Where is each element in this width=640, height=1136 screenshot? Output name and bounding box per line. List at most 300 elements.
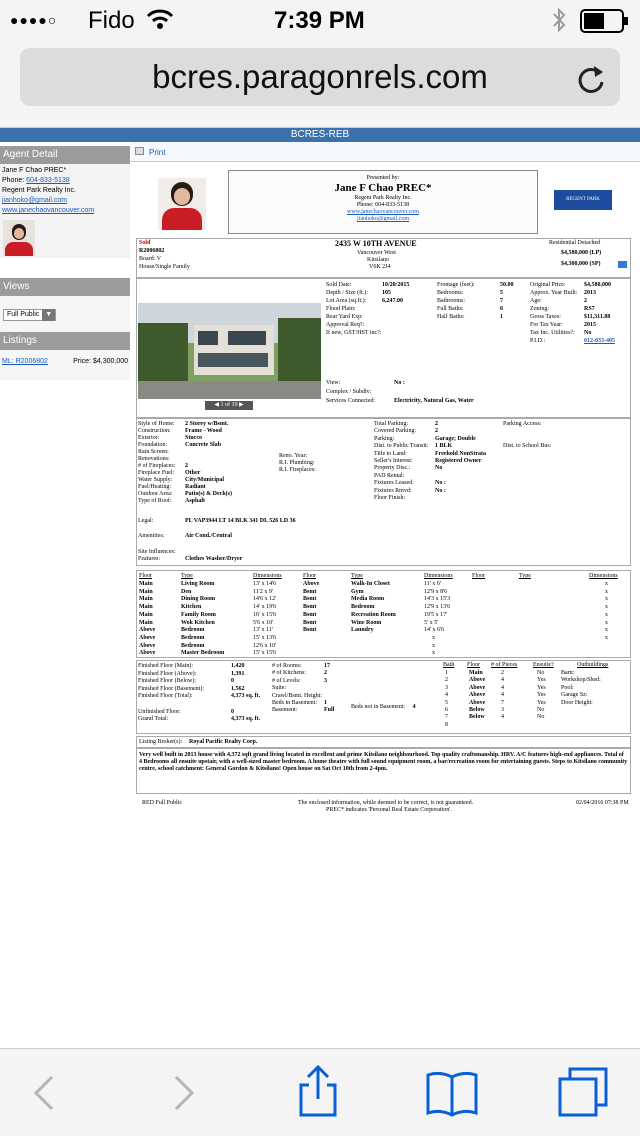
bath-cell: No <box>537 714 545 721</box>
area-value: 1,391 <box>231 670 245 677</box>
detail-value: No <box>584 330 592 336</box>
room-header: Floor <box>472 573 486 579</box>
room-count-value: Full <box>324 707 335 714</box>
room-cell: Bsmt <box>303 611 317 618</box>
room-cell: Bsmt <box>303 588 317 595</box>
bath-cell: 2 <box>445 677 448 684</box>
detail-label: Flood Plain: <box>326 306 356 312</box>
logo-text: REGENT PARK <box>566 197 600 202</box>
card-office: Regent Park Realty Inc. <box>354 195 412 201</box>
room-cell: Master Bedroom <box>181 650 225 657</box>
area-value: 4,373 sq. ft. <box>231 716 261 723</box>
outbuildings-title: Outbuildings <box>577 662 609 668</box>
photo-nav[interactable] <box>205 401 253 410</box>
bath-cell: Main <box>469 670 483 676</box>
feature-label: Renovations: <box>138 456 170 462</box>
card-phone: Phone: 604-833-5138 <box>356 202 410 208</box>
room-count-label: # of Levels: <box>272 677 301 684</box>
footer-left: RED Full Public <box>142 800 183 806</box>
bath-cell: Below <box>469 707 485 713</box>
area-value: 1,562 <box>231 685 245 692</box>
view-select[interactable] <box>3 309 56 321</box>
card-email[interactable]: jianhoko@gmail.com <box>356 216 410 222</box>
feature-value: 1 BLK <box>435 443 453 450</box>
feature-label: R.I. Plumbing: <box>279 460 315 466</box>
room-cell: 5'6 x 10' <box>253 619 274 626</box>
detail-label: Original Price: <box>530 282 566 288</box>
bath-cell: Above <box>469 684 486 691</box>
bluetooth-icon <box>551 7 567 38</box>
feature-value: Patio(s) & Deck(s) <box>185 491 232 497</box>
room-cell: Bsmt <box>303 627 317 634</box>
feature-value: Concrete Slab <box>185 442 222 448</box>
detail-label: Rear Yard Exp: <box>326 314 363 320</box>
listing-header <box>136 238 631 278</box>
area-label: Finished Floor (Main): <box>138 663 193 669</box>
detail-value: 105 <box>382 290 391 296</box>
carrier-name: Fido <box>88 7 135 34</box>
bath-cell: 5 <box>445 699 448 706</box>
area-label: Finished Floor (Total): <box>138 693 193 700</box>
print-bar <box>131 142 640 162</box>
battery-icon <box>580 9 630 38</box>
room-header: Floor <box>139 573 153 579</box>
brokerage-logo <box>554 190 612 210</box>
list-price: $4,580,000 (LP) <box>561 250 602 256</box>
agent-thumbnail <box>3 220 35 256</box>
bath-cell: 6 <box>445 707 448 713</box>
legal-label: Legal: <box>138 518 154 524</box>
room-cell: 11'2 x 9' <box>253 588 273 595</box>
feature-value: No : <box>435 480 446 487</box>
room-cell: 19'5 x 17' <box>424 611 448 618</box>
feature-label: Title to Land: <box>374 450 407 457</box>
house-photo <box>138 303 321 399</box>
room-cell: 12'9 x 13'6 <box>424 604 451 611</box>
agent-website-link[interactable]: www.janechaovancouver.com <box>2 207 95 214</box>
address: 2435 W 10TH AVENUE <box>335 239 417 248</box>
bath-cell: 2 <box>501 670 504 676</box>
room-cell: x <box>605 611 608 618</box>
room-cell: x <box>605 604 608 611</box>
room-header: Floor <box>303 573 317 579</box>
feature-value: City/Municipal <box>185 477 225 483</box>
room-count-label: Crawl/Bsmt. Height: <box>272 692 322 699</box>
room-cell: Main <box>139 619 153 626</box>
feature-label: Reno. Year: <box>279 453 308 459</box>
detail-label: Depth / Size (ft.): <box>326 290 368 296</box>
room-cell: Above <box>139 634 156 641</box>
room-header: Dimensions <box>589 573 618 579</box>
room-cell: Family Room <box>181 611 216 618</box>
feature-value: Frame - Wood <box>185 428 222 434</box>
room-count-label: Suite: <box>272 685 287 692</box>
bath-cell: 3 <box>501 707 504 713</box>
area-value: 4,373 sq. ft. <box>231 693 261 700</box>
bath-cell: Yes <box>537 677 546 684</box>
footer-middle-2: PREC* indicates 'Personal Real Estate Corporation'. <box>326 807 452 813</box>
view-row-value: Electricity, Natural Gas, Water <box>394 398 474 404</box>
sidebar <box>0 142 130 1048</box>
detail-value[interactable]: 012-033-405 <box>584 338 615 344</box>
view-row-label: View: <box>326 380 341 386</box>
room-cell: x <box>432 634 435 641</box>
detail-value: 6 <box>500 306 503 312</box>
feature-value: 2 <box>435 421 438 427</box>
outbuilding-item: Workshop/Shed: <box>561 677 601 684</box>
share-icon[interactable] <box>293 1063 343 1123</box>
detail-label: Bedrooms: <box>437 290 464 296</box>
area-label: Unfinished Floor: <box>138 708 181 715</box>
detail-value: $4,580,000 <box>584 282 611 288</box>
signal-dots-icon: ●●●●○ <box>10 12 58 28</box>
bath-cell: Above <box>469 677 486 684</box>
room-header: Type <box>519 573 531 579</box>
address-field[interactable]: bcres.paragonrels.com <box>20 48 620 106</box>
bath-cell: 4 <box>501 692 504 699</box>
room-count-value: 3 <box>324 677 327 684</box>
room-cell: Main <box>139 611 153 618</box>
broker-value: Royal Pacific Realty Corp. <box>189 739 258 745</box>
room-cell: 5' x 5' <box>424 619 439 626</box>
card-agent-name: Jane F Chao PREC* <box>334 182 432 194</box>
feature-label: Water Supply: <box>138 477 173 483</box>
area-value: 0 <box>231 708 234 715</box>
main-content <box>131 142 640 1048</box>
agent-phone <box>0 176 130 186</box>
feature-value: Freehold NonStrata <box>435 450 487 457</box>
room-cell: 13' x 14'6 <box>253 581 277 587</box>
bath-cell: No <box>537 670 545 676</box>
detail-label: Frontage (feet): <box>437 282 475 288</box>
class: Residential Detached <box>549 240 601 246</box>
reload-icon[interactable] <box>576 62 606 99</box>
feature-label: Fixtures Leased: <box>374 480 414 487</box>
room-cell: x <box>432 650 435 657</box>
room-cell: Bsmt <box>303 619 317 626</box>
room-cell: Den <box>181 588 192 595</box>
room-cell: Gym <box>351 588 364 595</box>
detail-label: Tax Inc. Utilities?: <box>530 330 575 336</box>
back-icon[interactable] <box>20 1071 70 1115</box>
room-cell: 12'6 x 10' <box>253 642 277 649</box>
room-cell: Recreation Room <box>351 611 396 618</box>
agent-phone-link[interactable]: 604-833-5138 <box>26 177 70 184</box>
feature-label: Parking: <box>374 435 395 442</box>
room-cell: 14' x 6'6 <box>424 627 445 634</box>
room-cell: Above <box>303 581 320 587</box>
amenities-value: Air Cond./Central <box>185 533 232 539</box>
listing-price: Price: $4,300,000 <box>73 358 128 365</box>
room-cell: x <box>605 581 608 587</box>
detail-label: If new, GST/HST inc?: <box>326 330 382 336</box>
remarks: Very well built in 2013 house with 4,372 sqft grand living located in excellent and prime Kitsilano neighbourhood. Top quality craftsmanship. HRV. A/C features high-end appliances. Total of 4 Bedrooms all ensuite upstair, with a well-sized master bedroom. A home theatre with full sound equipment room, a bar/recreation room for entertaining guests. Steps to Kitsilano community centre, school catchment: General Gordon & Kitsilano! Open house on Sat Oct 10th from 2-4pm. <box>136 748 631 794</box>
room-header: Type <box>351 573 363 579</box>
footer-right: 02/04/2016 07:38 PM <box>576 800 629 806</box>
feature-label: Outdoor Area: <box>138 491 173 497</box>
area: Kitsilano <box>367 257 389 263</box>
view-row-value: No : <box>394 380 405 386</box>
beds-not-basement-value: 4 <box>412 704 416 710</box>
room-count-label: # of Kitchens: <box>272 670 306 677</box>
feature-label: Construction: <box>138 428 171 434</box>
site-label: Site Influences: <box>138 549 176 555</box>
agent-email-link[interactable]: jianhoko@gmail.com <box>2 197 68 204</box>
school-bus: Dist. to School Bus: <box>503 443 552 449</box>
room-cell: Bsmt <box>303 596 317 603</box>
room-cell: Bedroom <box>351 604 375 611</box>
room-cell: x <box>605 588 608 595</box>
feature-label: R.I. Fireplaces: <box>279 467 316 473</box>
detail-label: Approx. Year Built: <box>530 290 578 296</box>
outbuilding-item: Garage Sz: <box>561 692 588 699</box>
feature-value: No <box>435 465 443 472</box>
feature-label: Floor Finish: <box>374 495 406 501</box>
room-cell: 16' x 15'6 <box>253 611 277 618</box>
features-label: Features: <box>138 556 160 562</box>
agent-name: Jane F Chao PREC* <box>2 167 67 174</box>
agent-detail-header: Agent Detail <box>0 146 130 164</box>
status-bar <box>0 0 640 40</box>
card-website[interactable]: www.janechaovancouver.com <box>347 209 419 215</box>
room-cell: x <box>432 642 435 649</box>
status-sold: Sold <box>139 240 151 246</box>
detail-value: 6,247.00 <box>382 298 403 304</box>
detail-label: Age: <box>530 298 542 304</box>
agent-photo <box>158 178 206 230</box>
detail-label: Lot Area (sq.ft.): <box>326 298 367 304</box>
features-section <box>136 418 631 566</box>
bath-cell: 3 <box>445 684 448 691</box>
bath-cell: Above <box>469 692 486 699</box>
views-header: Views <box>0 278 130 296</box>
views-panel <box>0 296 130 332</box>
room-cell: Above <box>139 650 156 657</box>
room-cell: 13' x 11' <box>253 627 273 634</box>
detail-value: 50.00 <box>500 282 514 288</box>
room-cell: Bedroom <box>181 634 205 641</box>
feature-value: No : <box>435 487 446 494</box>
area-section <box>136 660 631 734</box>
room-cell: Media Room <box>351 596 385 603</box>
room-cell: x <box>605 619 608 626</box>
detail-value: 2015 <box>584 322 596 328</box>
browser-url-bar <box>0 40 640 128</box>
chevron-down-icon: ▼ <box>42 309 55 321</box>
feature-label: Fixtures Rmvd: <box>374 487 412 494</box>
agent-office: Regent Park Realty Inc. <box>2 187 76 194</box>
area-label: Finished Floor (Basement): <box>138 685 204 692</box>
wifi-icon <box>146 8 174 35</box>
feature-label: Seller's Interest: <box>374 458 413 464</box>
room-count-label: # of Rooms: <box>272 663 302 669</box>
area-label: Finished Floor (Above): <box>138 670 197 677</box>
currency-icon <box>618 261 627 268</box>
room-cell: Dining Room <box>181 596 216 603</box>
parking-access: Parking Access: <box>503 421 542 427</box>
detail-value: 7 <box>500 298 503 304</box>
room-cell: Main <box>139 588 153 595</box>
tabs-icon[interactable] <box>556 1065 606 1119</box>
detail-label: Half Baths: <box>437 314 465 320</box>
room-cell: Bsmt <box>303 604 317 611</box>
bath-header: Floor <box>467 662 481 668</box>
room-count-value: 1 <box>324 700 327 706</box>
bath-cell: 7 <box>501 699 504 706</box>
listings-header: Listings <box>0 332 130 350</box>
area-label: Grand Total: <box>138 716 169 723</box>
detail-label: Sold Date: <box>326 282 352 288</box>
printer-icon[interactable] <box>135 147 144 155</box>
room-header: Dimensions <box>424 573 453 579</box>
detail-label: For Tax Year: <box>530 322 563 328</box>
detail-value: 5 <box>500 290 503 296</box>
detail-label: P.I.D.: <box>530 338 546 344</box>
broker-section <box>136 736 631 748</box>
outbuilding-item: Pool: <box>561 684 574 691</box>
legal-value: PL VAP3944 LT 14 BLK 341 DL 526 LD 36 <box>185 518 296 524</box>
feature-label: Type of Roof: <box>138 498 172 504</box>
room-count-value: 2 <box>324 670 327 677</box>
bath-cell: 8 <box>445 721 448 728</box>
listing-row[interactable] <box>0 350 130 380</box>
room-cell: Above <box>139 642 156 649</box>
details-section <box>136 278 631 418</box>
room-cell: Main <box>139 581 153 587</box>
ml-number: R2006802 <box>139 248 165 254</box>
detail-value: 10/20/2015 <box>382 282 410 288</box>
room-cell: 15' x 13'6 <box>253 634 277 641</box>
bath-cell: 7 <box>445 714 448 721</box>
bath-cell: 4 <box>501 677 504 684</box>
feature-value: Registered Owner <box>435 458 482 464</box>
area-label: Finished Floor (Below): <box>138 678 196 685</box>
feature-label: Covered Parking: <box>374 428 417 435</box>
postal: V6K 2J4 <box>369 264 391 270</box>
detail-value: 2013 <box>584 290 596 296</box>
phone-label: Phone: <box>2 177 25 184</box>
amenities-label: Amenities: <box>138 533 165 539</box>
feature-value: Asphalt <box>185 498 206 504</box>
feature-value: Garage; Double <box>435 435 476 442</box>
bath-cell: 4 <box>501 714 504 721</box>
outbuilding-item: Barn: <box>561 670 575 676</box>
room-cell: 14' x 19'6 <box>253 604 277 611</box>
photo-counter: 1 of 19 <box>220 402 238 408</box>
bookmarks-icon[interactable] <box>425 1069 475 1119</box>
feature-value: 2 <box>435 428 438 435</box>
browser-toolbar <box>0 1048 640 1136</box>
room-cell: Main <box>139 596 153 603</box>
room-cell: Above <box>139 627 156 634</box>
detail-label: Full Baths: <box>437 306 464 312</box>
city: Vancouver West <box>357 250 396 256</box>
feature-label: Foundation: <box>138 442 168 448</box>
detail-value: 2 <box>584 298 587 304</box>
room-cell: Wok Kitchen <box>181 619 215 626</box>
listing-ml-link[interactable]: ML: R2006802 <box>2 358 48 365</box>
view-select-value: Full Public <box>7 311 40 318</box>
features-value: Clothes Washer/Dryer <box>185 556 243 562</box>
print-link[interactable]: Print <box>149 148 166 157</box>
broker-label: Listing Broker(s): <box>139 739 183 745</box>
room-cell: Living Room <box>181 581 215 587</box>
room-count-label: Basement: <box>272 707 298 714</box>
room-header: Dimensions <box>253 573 282 579</box>
feature-label: Exterior: <box>138 435 160 441</box>
beds-not-basement <box>351 704 416 711</box>
feature-label: Fuel/Heating: <box>138 484 171 490</box>
bath-cell: Yes <box>537 699 546 706</box>
photo-prev-icon[interactable]: ◀ <box>214 402 219 408</box>
agent-card <box>228 170 538 234</box>
feature-label: Total Parking: <box>374 421 409 427</box>
bath-cell: Yes <box>537 684 546 691</box>
bath-cell: 4 <box>445 692 448 699</box>
beds-not-basement-label: Beds not in Basement: <box>351 704 406 710</box>
room-cell: 11' x 6' <box>424 581 441 587</box>
feature-label: Style of Home: <box>138 421 175 427</box>
feature-label: Property Disc.: <box>374 465 411 472</box>
feature-label: Fireplace Fuel: <box>138 470 175 476</box>
sold-price: $4,300,000 (SP) <box>561 261 601 267</box>
presented-by: Presented by: <box>366 175 400 181</box>
detail-label: Gross Taxes: <box>530 314 561 320</box>
view-row-label: Complex / Subdiv: <box>326 389 372 395</box>
photo-next-icon[interactable]: ▶ <box>239 402 244 408</box>
clock: 7:39 PM <box>274 7 365 34</box>
forward-icon[interactable] <box>158 1071 208 1115</box>
room-cell: Bedroom <box>181 627 205 634</box>
room-cell: x <box>605 596 608 603</box>
area-value: 1,420 <box>231 663 245 669</box>
feature-value: Stucco <box>185 435 202 441</box>
footer-middle: The enclosed information, while deemed to be correct, is not guaranteed. <box>298 800 474 806</box>
bath-cell: No <box>537 707 545 713</box>
bath-cell: 1 <box>445 670 448 676</box>
outbuilding-item: Door Height: <box>561 699 593 706</box>
room-cell: x <box>605 634 608 641</box>
room-cell: x <box>605 627 608 634</box>
detail-label: Approval Req?: <box>326 322 365 328</box>
room-cell: 12'9 x 8'6 <box>424 588 448 595</box>
feature-label: Rain Screen: <box>138 449 169 455</box>
rooms-section <box>136 570 631 658</box>
bath-header: # of Pieces <box>491 662 518 668</box>
area-value: 0 <box>231 678 234 685</box>
room-cell: 15' x 15'6 <box>253 650 277 657</box>
property-type: House/Single Family <box>139 264 190 270</box>
room-cell: 14'3 x 15'3 <box>424 596 451 603</box>
board: Board: V <box>139 256 162 262</box>
feature-value: Radiant <box>185 484 206 490</box>
feature-label: PAD Rental: <box>374 472 405 479</box>
detail-value: 1 <box>500 314 503 320</box>
bath-cell: Above <box>469 699 486 706</box>
bath-cell: Below <box>469 714 485 721</box>
room-cell: 14'6 x 12' <box>253 596 277 603</box>
room-header: Type <box>181 573 193 579</box>
view-row-label: Services Connected: <box>326 398 376 404</box>
site-banner: BCRES-REB <box>0 128 640 142</box>
room-cell: Bedroom <box>181 642 205 649</box>
room-cell: Main <box>139 604 153 611</box>
agent-detail-panel <box>0 164 130 258</box>
room-count-value: 17 <box>324 663 330 669</box>
room-cell: Wine Room <box>351 619 382 626</box>
room-cell: Laundry <box>351 627 374 634</box>
feature-value: 2 Storey w/Bsmt. <box>185 421 229 427</box>
